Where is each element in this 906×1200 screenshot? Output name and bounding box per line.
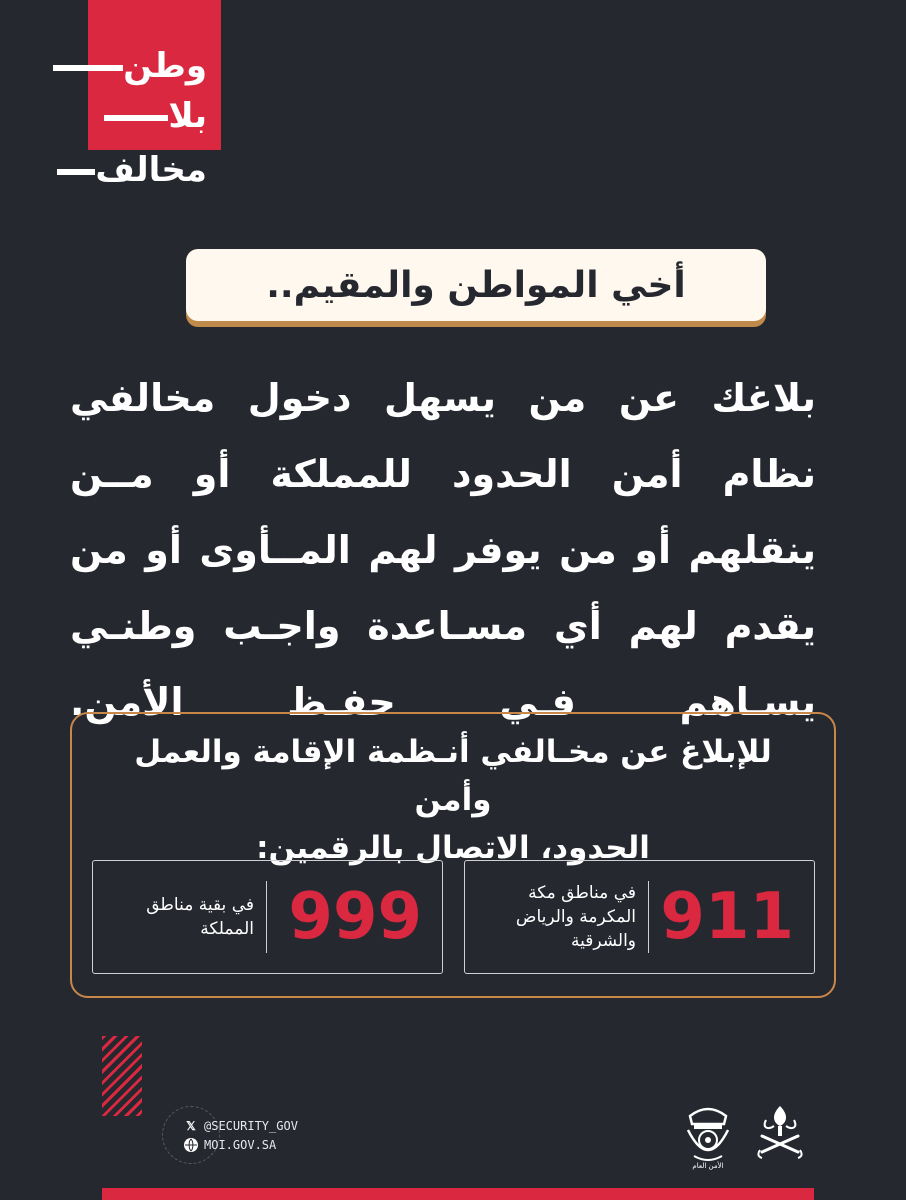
social-links: [162, 1104, 342, 1166]
logo-line-1: [49, 44, 207, 88]
hotline-label: في مناطق مكة المكرمة والرياض والشرقية: [515, 883, 636, 951]
bottom-accent-bar: [102, 1188, 814, 1200]
body-paragraph: بلاغك عن من يسهل دخول مخالفي نظام أمن الحدود للمملكة أو مــن ينقلهم أو من يوفر لهم المــأوى أو من يقدم لهم أي مسـاعدة واجـب وطنـي يسـاهم فـي حفـظ الأمن.: [70, 376, 816, 724]
decorative-hatch: [102, 1036, 142, 1116]
hotline-number: 999: [288, 880, 422, 954]
website-link: MOI.GOV.SA: [204, 1138, 277, 1152]
public-security-emblem-icon: [680, 1100, 736, 1170]
saudi-emblem-icon: [752, 1100, 808, 1170]
logo-word-2: بلا: [168, 96, 207, 136]
x-icon: 𝕏: [186, 1119, 196, 1133]
report-box: [70, 712, 836, 998]
card-divider: [648, 881, 649, 953]
hotline-number: 911: [660, 880, 794, 954]
report-title-line-1: للإبلاغ عن مخـالفي أنـظمة الإقامة والعمل وأمن: [134, 734, 772, 818]
logo-stroke: [57, 169, 95, 175]
logo-block: [88, 0, 221, 150]
logo-word-1: وطن: [123, 46, 207, 86]
report-title-line-2: الحدود، الاتصال بالرقمين:: [256, 830, 650, 866]
social-handle: @SECURITY_GOV: [204, 1119, 298, 1133]
hotline-label: في بقية مناطق المملكة: [146, 895, 254, 939]
logo-stroke: [104, 115, 168, 121]
website-row[interactable]: [184, 1135, 276, 1155]
emblem-text: الأمن العام: [692, 1162, 724, 1170]
hotline-card-911[interactable]: [464, 860, 815, 974]
logo-line-3: [88, 148, 221, 192]
globe-icon: [184, 1138, 198, 1152]
greeting-banner: أخي المواطن والمقيم..: [186, 249, 766, 321]
logo-line-2: [100, 94, 207, 138]
logo-word-3: مخالف: [95, 150, 207, 190]
social-handle-row[interactable]: [184, 1116, 298, 1136]
card-divider: [266, 881, 267, 953]
report-title: [92, 728, 814, 872]
logo-stroke: [53, 65, 123, 71]
hotline-card-999[interactable]: [92, 860, 443, 974]
